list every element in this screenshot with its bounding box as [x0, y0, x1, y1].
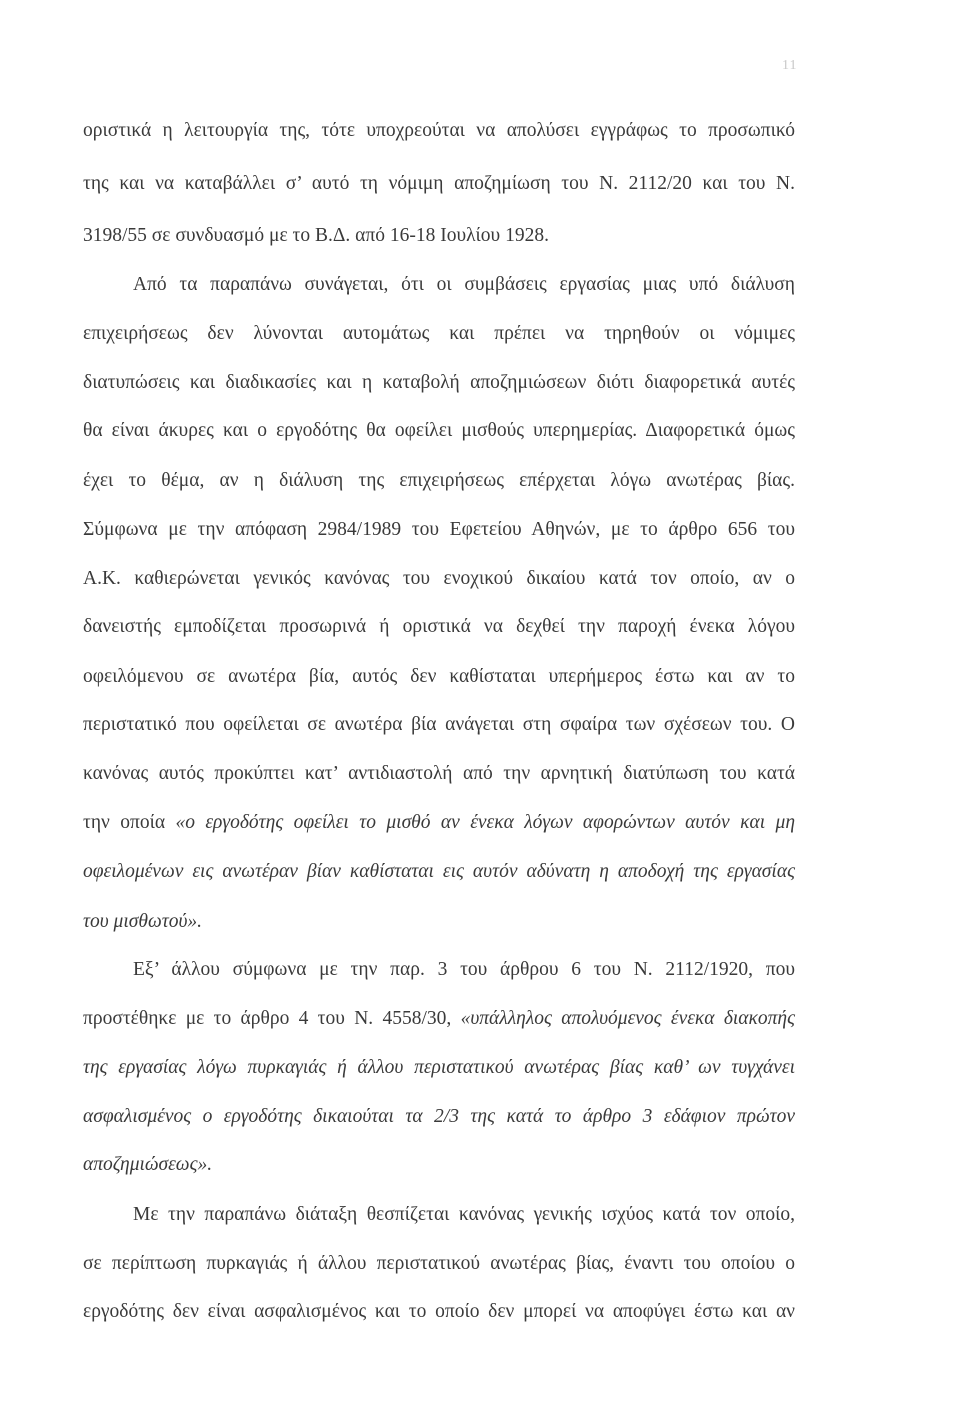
paragraph-start-line: Με την παραπάνω διάταξη θεσπίζεται κανόνας γενικής ισχύος κατά τον οποίο, [133, 1204, 795, 1225]
quoted-italic-line: της εργασίας λόγω πυρκαγιάς ή άλλου περιστατικού ανωτέρας βίας καθ’ ων τυγχάνει [83, 1057, 795, 1078]
quoted-italic-span: «υπάλληλος απολυόμενος ένεκα διακοπής [460, 1008, 795, 1029]
text-line: δανειστής εμποδίζεται προσωρινά ή οριστικά να δεχθεί την παροχή ένεκα λόγου [83, 616, 795, 637]
paragraph-start-line: Εξ’ άλλου σύμφωνα με την παρ. 3 του άρθρου 6 του Ν. 2112/1920, που [133, 959, 795, 980]
text-line: της και να καταβάλλει σ’ αυτό τη νόμιμη αποζημίωση του Ν. 2112/20 και του Ν. [83, 173, 795, 194]
quoted-italic-span: «ο εργοδότης οφείλει το μισθό αν ένεκα λόγων αφορώντων αυτόν και μη [175, 812, 795, 833]
page-number: 11 [782, 58, 798, 73]
text-line: θα είναι άκυρες και ο εργοδότης θα οφείλει μισθούς υπερημερίας. Διαφορετικά όμως [83, 420, 795, 441]
paragraph-start-line: Από τα παραπάνω συνάγεται, ότι οι συμβάσεις εργασίας μιας υπό διάλυση [133, 274, 795, 295]
text-line: οριστικά η λειτουργία της, τότε υποχρεούται να απολύσει εγγράφως το προσωπικό [83, 120, 795, 141]
text-line: σε περίπτωση πυρκαγιάς ή άλλου περιστατικού ανωτέρας βίας, έναντι του οποίου ο [83, 1253, 795, 1274]
text-line: κανόνας αυτός προκύπτει κατ’ αντιδιαστολή από την αρνητική διατύπωση του κατά [83, 763, 795, 784]
text-line: Σύμφωνα με την απόφαση 2984/1989 του Εφετείου Αθηνών, με το άρθρο 656 του [83, 519, 795, 540]
quoted-italic-line: ασφαλισμένος ο εργοδότης δικαιούται τα 2/3 της κατά το άρθρο 3 εδάφιον πρώτον [83, 1106, 795, 1127]
mixed-text-line [83, 1007, 795, 1031]
text-line: έχει το θέμα, αν η διάλυση της επιχειρήσεως επέρχεται λόγω ανωτέρας βίας. [83, 470, 795, 491]
text-line: διατυπώσεις και διαδικασίες και η καταβολή αποζημιώσεων διότι διαφορετικά αυτές [83, 372, 795, 393]
text-line: Α.Κ. καθιερώνεται γενικός κανόνας του ενοχικού δικαίου κατά τον οποίο, αν ο [83, 568, 795, 589]
text-span: την οποία [83, 812, 176, 833]
text-line: οφειλόμενου σε ανωτέρα βία, αυτός δεν καθίσταται υπερήμερος έστω και αν το [83, 666, 795, 687]
text-span: προστέθηκε με το άρθρο 4 του Ν. 4558/30, [83, 1008, 461, 1029]
text-line: επιχειρήσεως δεν λύνονται αυτομάτως και πρέπει να τηρηθούν οι νόμιμες [83, 323, 795, 344]
text-line: 3198/55 σε συνδυασμό με το Β.Δ. από 16-18 Ιουλίου 1928. [83, 225, 549, 246]
quoted-italic-line: του μισθωτού». [83, 911, 203, 932]
quoted-italic-line: αποζημιώσεως». [83, 1154, 213, 1175]
text-line: περιστατικό που οφείλεται σε ανωτέρα βία ανάγεται στη σφαίρα των σχέσεων του. Ο [83, 714, 795, 735]
text-line: εργοδότης δεν είναι ασφαλισμένος και το οποίο δεν μπορεί να αποφύγει έστω και αν [83, 1301, 795, 1322]
quoted-italic-line: οφειλομένων εις ανωτέραν βίαν καθίσταται εις αυτόν αδύνατη η αποδοχή της εργασίας [83, 861, 795, 882]
mixed-text-line [83, 811, 795, 835]
